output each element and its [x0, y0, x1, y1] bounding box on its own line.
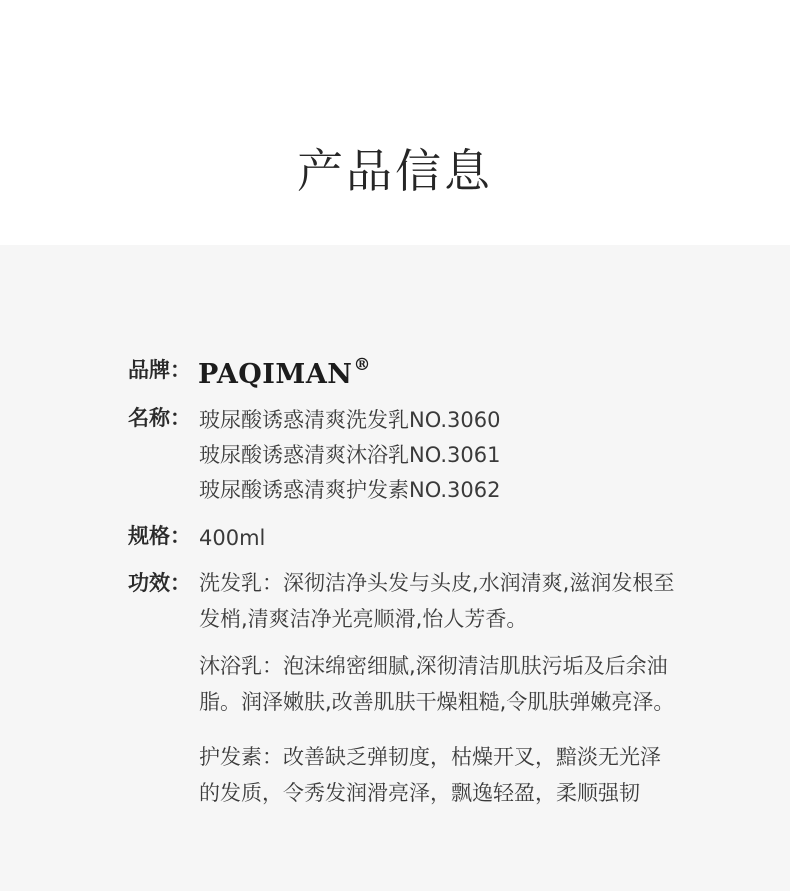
product-name-3: 玻尿酸诱惑清爽护发素NO.3062: [199, 478, 501, 502]
effect-bodywash-line1: 沐浴乳：泡沫绵密细腻,深彻清洁肌肤污垢及后余油: [199, 654, 668, 678]
brand-logo: [198, 351, 371, 392]
effect-conditioner-line1: 护发素：改善缺乏弹韧度，枯燥开叉，黯淡无光泽: [199, 745, 661, 769]
effect-label: 功效：: [128, 571, 191, 595]
header-section: [0, 0, 790, 245]
spec-label: 规格：: [128, 524, 191, 548]
brand-name: PAQIMAN: [198, 359, 353, 390]
registered-mark: ®: [353, 355, 371, 375]
effect-conditioner: [199, 739, 739, 811]
spec-value: 400ml: [199, 526, 266, 550]
effect-shampoo-line2: 发梢,清爽洁净光亮顺滑,怡人芳香。: [199, 607, 528, 631]
product-name-1: 玻尿酸诱惑清爽洗发乳NO.3060: [199, 408, 501, 432]
name-label: 名称：: [128, 406, 191, 430]
effect-bodywash: [199, 648, 739, 720]
effect-shampoo-line1: 洗发乳：深彻洁净头发与头皮,水润清爽,滋润发根至: [199, 571, 675, 595]
brand-label: 品牌：: [128, 358, 191, 382]
effect-shampoo: [199, 565, 739, 637]
page-title: 产品信息: [297, 144, 493, 198]
effect-bodywash-line2: 脂。润泽嫩肤,改善肌肤干燥粗糙,令肌肤弹嫩亮泽。: [199, 690, 675, 714]
product-name-2: 玻尿酸诱惑清爽沐浴乳NO.3061: [199, 443, 501, 467]
effect-conditioner-line2: 的发质，令秀发润滑亮泽，飘逸轻盈，柔顺强韧: [199, 781, 640, 805]
product-info-section: [0, 245, 790, 891]
